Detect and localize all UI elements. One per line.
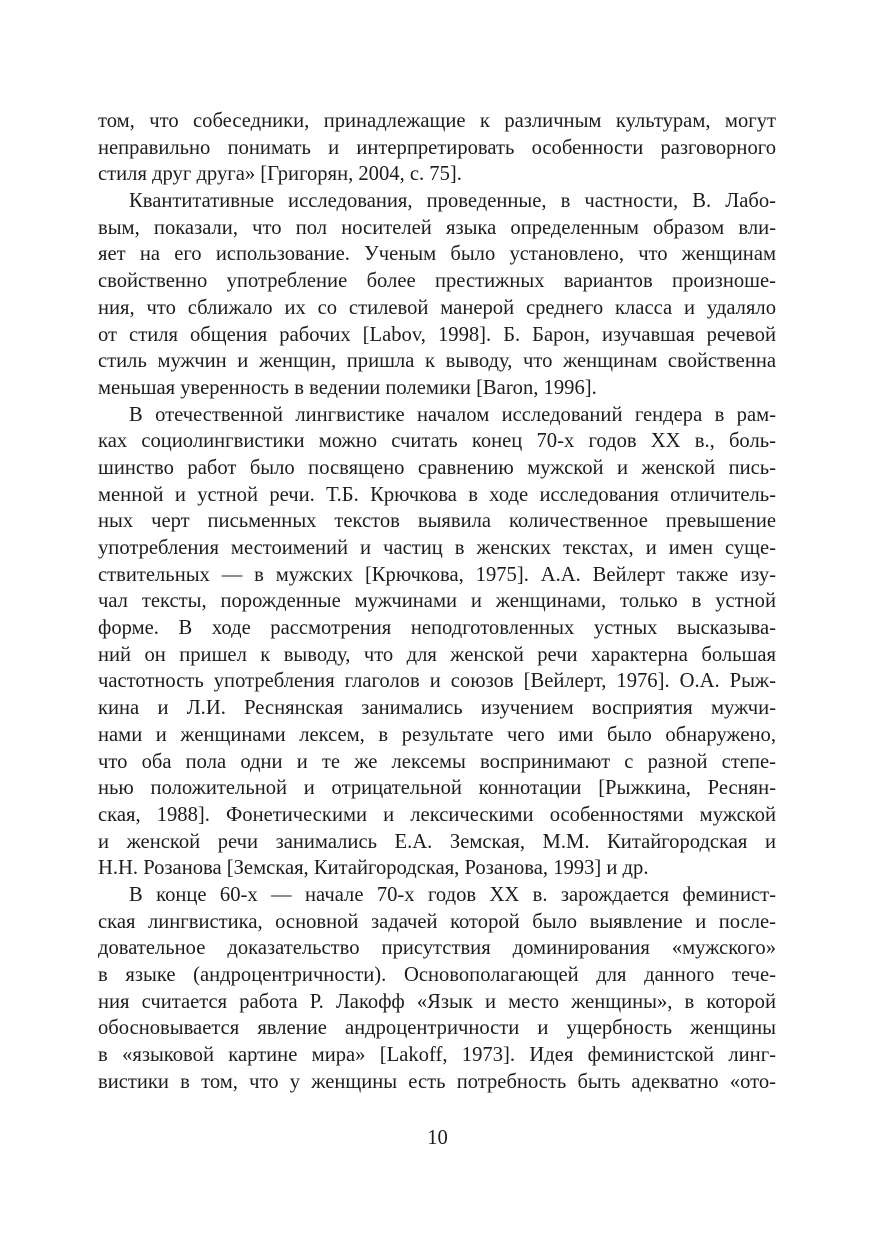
paragraph bbox=[98, 188, 776, 402]
text-line: шинство работ было посвящено сравнению мужской и женской пись- bbox=[98, 456, 776, 479]
page-number: 10 bbox=[427, 1127, 448, 1149]
page-body bbox=[98, 108, 776, 1095]
text-line: Н.Н. Розанова [Земская, Китайгородская, Розанова, 1993] и др. bbox=[98, 857, 649, 880]
text-line: ках социолингвистики можно считать конец 70-х годов XX в., боль- bbox=[98, 430, 776, 453]
text-line: кина и Л.И. Реснянская занимались изучением восприятия мужчи- bbox=[98, 697, 776, 720]
text-line: В конце 60-х — начале 70-х годов XX в. зарождается феминист- bbox=[129, 883, 776, 906]
text-line: вым, показали, что пол носителей языка определенным образом вли- bbox=[98, 216, 776, 239]
text-line: употребления местоимений и частиц в женских текстах, и имен суще- bbox=[98, 537, 776, 559]
text-line: что оба пола одни и те же лексемы воспринимают с разной степе- bbox=[98, 750, 776, 773]
text-line: яет на его использование. Ученым было установлено, что женщинам bbox=[98, 243, 776, 266]
text-line: обосновывается явление андроцентричности и ущербность женщины bbox=[98, 1017, 776, 1040]
paragraph bbox=[98, 108, 776, 188]
text-line: меньшая уверенность в ведении полемики [Baron, 1996]. bbox=[98, 376, 597, 399]
text-line: довательное доказательство присутствия доминирования «мужского» bbox=[98, 937, 776, 960]
text-line: нью положительной и отрицательной коннотации [Рыжкина, Реснян- bbox=[98, 777, 776, 800]
text-line: частотность употребления глаголов и союзов [Вейлерт, 1976]. О.А. Рыж- bbox=[98, 670, 776, 693]
text-line: ния считается работа Р. Лакофф «Язык и место женщины», в которой bbox=[98, 990, 776, 1013]
text-line: неправильно понимать и интерпретировать особенности разговорного bbox=[98, 136, 776, 159]
text-line: менной и устной речи. Т.Б. Крючкова в ходе исследования отличитель- bbox=[98, 483, 776, 506]
text-line: том, что собеседники, принадлежащие к различным культурам, могут bbox=[98, 110, 776, 132]
text-line: ская, 1988]. Фонетическими и лексическими особенностями мужской bbox=[98, 803, 776, 826]
paragraph bbox=[98, 402, 776, 882]
text-line: и женской речи занимались Е.А. Земская, М.М. Китайгородская и bbox=[98, 830, 776, 853]
text-line: вистики в том, что у женщины есть потребность быть адекватно «ото- bbox=[98, 1070, 776, 1093]
text-line: ний он пришел к выводу, что для женской речи характерна большая bbox=[98, 643, 776, 666]
text-line: ствительных — в мужских [Крючкова, 1975]. А.А. Вейлерт также изу- bbox=[98, 563, 776, 586]
text-line: форме. В ходе рассмотрения неподготовленных устных высказыва- bbox=[98, 617, 776, 640]
text-line: стиль мужчин и женщин, пришла к выводу, что женщинам свойственна bbox=[98, 350, 776, 373]
text-line: в языке (андроцентричности). Основополагающей для данного тече- bbox=[98, 964, 776, 986]
text-line: стиля друг друга» [Григорян, 2004, с. 75]. bbox=[98, 163, 462, 186]
text-line: от стиля общения рабочих [Labov, 1998]. Б. Барон, изучавшая речевой bbox=[98, 323, 776, 346]
text-line: Квантитативные исследования, проведенные, в частности, В. Лабо- bbox=[129, 190, 776, 213]
text-line: ская лингвистика, основной задачей которой было выявление и после- bbox=[98, 910, 776, 933]
text-line: в «языковой картине мира» [Lakoff, 1973]. Идея феминистской линг- bbox=[98, 1044, 776, 1067]
paragraph bbox=[98, 882, 776, 1096]
text-line: В отечественной лингвистике началом исследований гендера в рам- bbox=[129, 403, 776, 426]
text-line: чал тексты, порожденные мужчинами и женщинами, только в устной bbox=[98, 590, 776, 613]
text-line: свойственно употребление более престижных вариантов произноше- bbox=[98, 270, 776, 293]
text-line: ных черт письменных текстов выявила количественное превышение bbox=[98, 510, 776, 533]
text-line: нами и женщинами лексем, в результате чего ими было обнаружено, bbox=[98, 723, 776, 746]
text-line: ния, что сближало их со стилевой манерой среднего класса и удаляло bbox=[98, 296, 776, 319]
